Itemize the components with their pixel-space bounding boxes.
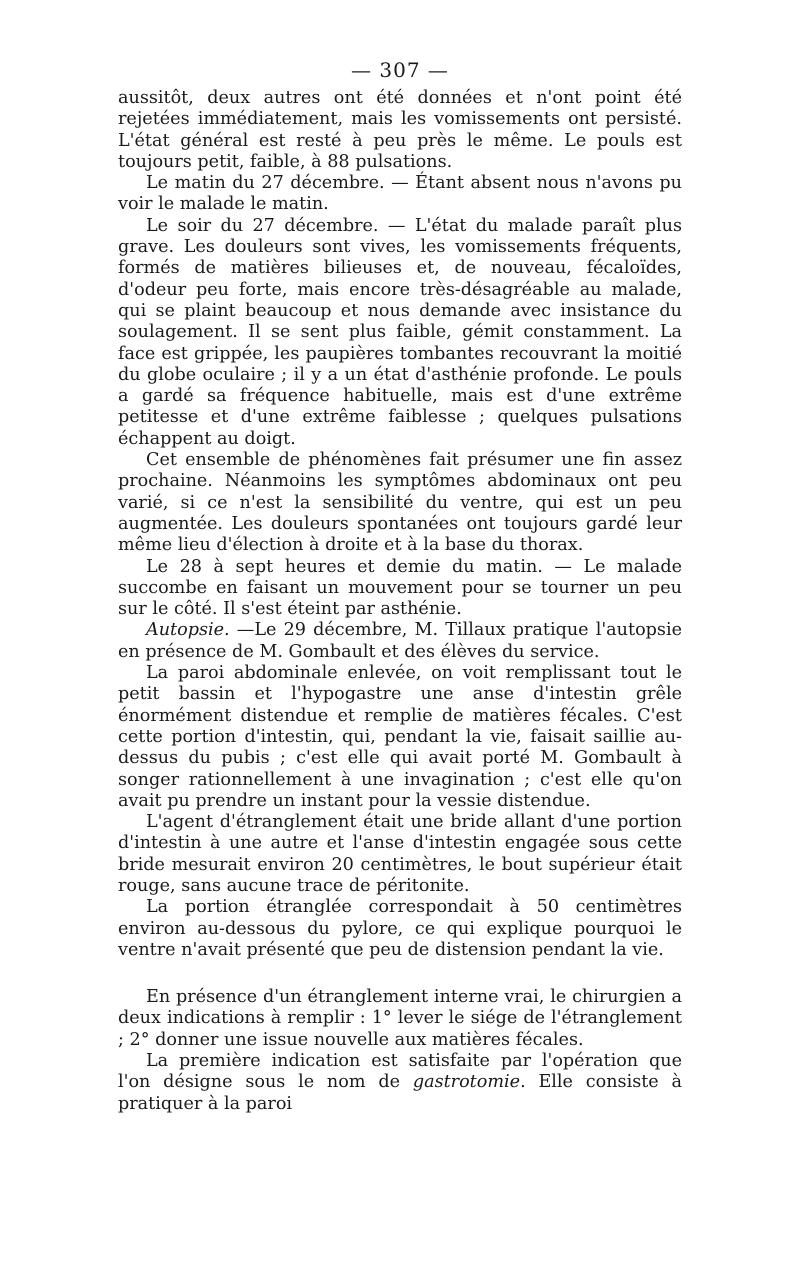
gastrotomie-term: gastrotomie: [412, 1072, 521, 1093]
paragraph-indications: En présence d'un étranglement interne vrai, le chirurgien a deux indications à remplir : 1° lever le siége de l'étranglement ; 2° donner une issue nouvelle aux matières fécales.: [118, 987, 682, 1050]
paragraph-morning-27: Le matin du 27 décembre. — Étant absent nous n'avons pu voir le malade le matin.: [118, 173, 682, 215]
paragraph-evening-27: Le soir du 27 décembre. — L'état du malade paraît plus grave. Les douleurs sont vives, les vomissements fréquents, formés de matières bilieuses et, de nouveau, fécaloïdes, d'odeur peu forte, mais encore très-désagréable au malade, qui se plaint beaucoup et nous demande avec insistance du soulagement. Il se sent plus faible, gémit constamment. La face est grippée, les paupières tombantes recouvrant la moitié du globe oculaire ; il y a un état d'asthénie profonde. Le pouls a gardé sa fréquence habituelle, mais est d'une extrême petitesse et d'une extrême faiblesse ; quelques pulsations échappent au doigt.: [118, 215, 682, 449]
autopsy-heading: Autopsie.: [146, 620, 230, 641]
paragraph-strangulation-agent: L'agent d'étranglement était une bride allant d'une portion d'intestin à une autre et l'anse d'intestin engagée sous cette bride mesurait environ 20 centimètres, le bout supérieur était rouge, sans aucune trace de péritonite.: [118, 812, 682, 896]
body-text: [118, 88, 682, 1115]
paragraph-death-28: Le 28 à sept heures et demie du matin. — Le malade succombe en faisant un mouvement pour se tourner un peu sur le côté. Il s'est éteint par asthénie.: [118, 556, 682, 620]
paragraph-continuation: aussitôt, deux autres ont été données et n'ont point été rejetées immédiatement, mais les vomissements ont persisté. L'état général est resté à peu près le même. Le pouls est toujours petit, faible, à 88 pulsations.: [118, 88, 682, 172]
paragraph-prognosis: Cet ensemble de phénomènes fait présumer une fin assez prochaine. Néanmoins les symptômes abdominaux ont peu varié, si ce n'est la sensibilité du ventre, qui est un peu augmentée. Les douleurs spontanées ont toujours gardé leur même lieu d'élection à droite et à la base du thorax.: [118, 450, 682, 556]
page-number: — 307 —: [351, 58, 449, 82]
paragraph-gastrotomy: La première indication est satisfaite par l'opération que l'on désigne sous le nom de gastrotomie. Elle consiste à pratiquer à la paroi: [118, 1051, 682, 1114]
paragraph-autopsy: Autopsie. —Le 29 décembre, M. Tillaux pratique l'autopsie en présence de M. Gombault et des élèves du service.: [118, 620, 682, 662]
paragraph-abdominal-wall: La paroi abdominale enlevée, on voit remplissant tout le petit bassin et l'hypogastre une anse d'intestin grêle énormément distendue et remplie de matières fécales. C'est cette portion d'intestin, qui, pendant la vie, faisait saillie au-dessus du pubis ; c'est elle qui avait porté M. Gombault à songer rationnellement à une invagination ; c'est elle qu'on avait pu prendre un instant pour la vessie distendue.: [118, 663, 682, 811]
paragraph-strangled-portion: La portion étranglée correspondait à 50 centimètres environ au-dessous du pylore, ce qui explique pourquoi le ventre n'avait présenté que peu de distension pendant la vie.: [118, 897, 682, 960]
